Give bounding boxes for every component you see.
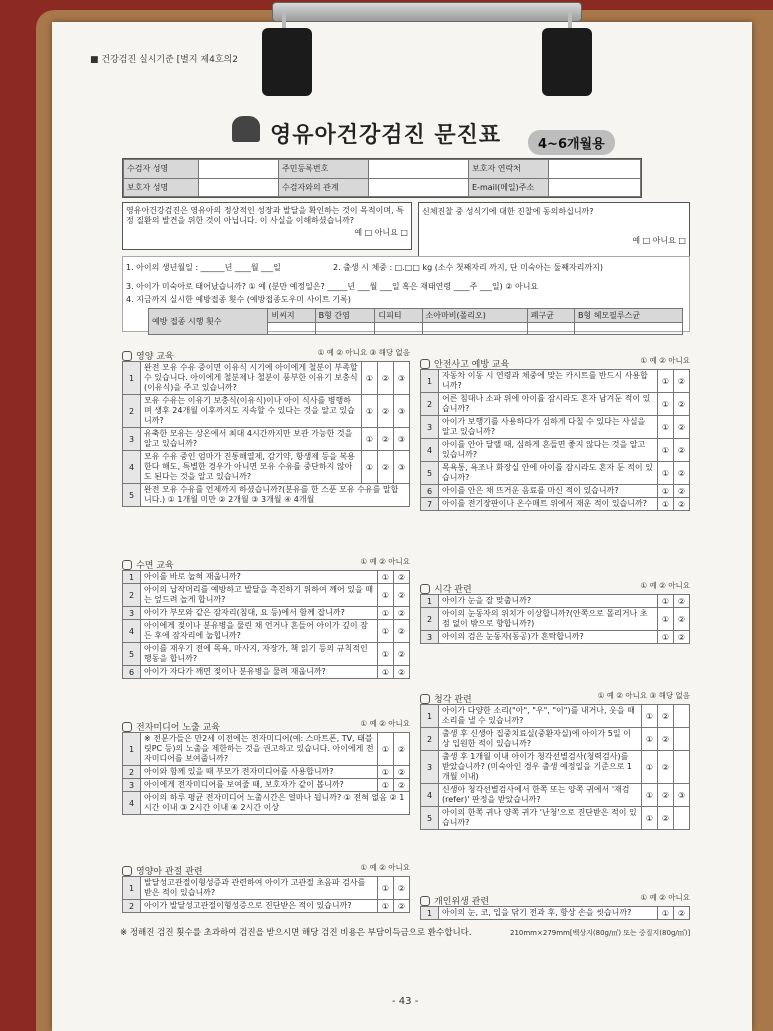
question-row	[123, 620, 410, 643]
question-text: 아이의 검은 눈동자(동공)가 흔탁합니까?	[439, 631, 658, 644]
vaccine-count[interactable]	[315, 323, 375, 335]
info-label: 보호자 성명	[124, 178, 199, 197]
consent-options[interactable]: 예 □ 아니요 □	[354, 227, 408, 237]
answer-option[interactable]: ②	[658, 807, 674, 830]
answer-legend: ① 예 ② 아니요	[640, 893, 690, 902]
answer-option[interactable]: ②	[394, 584, 410, 607]
question-table	[420, 369, 690, 511]
answer-option[interactable]	[674, 728, 690, 751]
answer-option[interactable]: ①	[362, 428, 378, 451]
answer-option[interactable]: ②	[674, 416, 690, 439]
question-number: 1	[421, 370, 439, 393]
moon-icon	[122, 560, 132, 570]
clip-pad-right	[542, 28, 592, 96]
question-number: 4	[123, 451, 141, 484]
question-number: 4	[421, 784, 439, 807]
question-row	[421, 485, 690, 498]
info-label: 주민등록번호	[279, 160, 369, 179]
eye-icon	[420, 584, 430, 594]
ear-icon	[420, 694, 430, 704]
birthdate-line[interactable]: 1. 아이의 생년월일 : ______년 ____월 ___일	[126, 263, 281, 272]
question-number: 1	[421, 595, 439, 608]
answer-option[interactable]: ③	[394, 428, 410, 451]
question-text: ※ 전문가들은 만2세 이전에는 전자미디어(예: 스마트폰, TV, 태블릿PC 등)의 노출을 제한하는 것을 권고하고 있습니다. 아이에게 전자미디어를 보여줍니까?	[141, 733, 378, 766]
question-text: 자동차 이동 시 연령과 체중에 맞는 카시트를 반드시 사용합니까?	[439, 370, 658, 393]
question-number: 4	[123, 620, 141, 643]
section-title: 수면 교육	[136, 561, 174, 571]
vaccine-count[interactable]	[375, 323, 422, 335]
answer-option[interactable]: ①	[378, 607, 394, 620]
section-title: 영양아 관절 관련	[136, 867, 203, 877]
question-number: 5	[421, 462, 439, 485]
question-table	[420, 906, 690, 920]
question-text: 유축한 모유는 상온에서 최대 4시간까지만 보관 가능한 것을 알고 있습니까?	[141, 428, 362, 451]
question-number: 1	[421, 907, 439, 920]
answer-option[interactable]: ②	[394, 766, 410, 779]
vaccine-count[interactable]	[574, 323, 682, 335]
answer-option[interactable]: ①	[658, 631, 674, 644]
answer-option[interactable]: ②	[394, 571, 410, 584]
question-text: 아이와 함께 있을 때 부모가 전자미디어를 사용합니까?	[141, 766, 378, 779]
question-text: 아이의 납작머리를 예방하고 발달을 촉진하기 위하여 깨어 있을 때는 엎드려 놀게 합니까?	[141, 584, 378, 607]
basic-info	[122, 256, 690, 332]
info-field[interactable]	[369, 178, 469, 197]
answer-option[interactable]: ②	[674, 907, 690, 920]
safety-section	[420, 353, 690, 511]
question-row	[421, 728, 690, 751]
answer-option[interactable]: ①	[658, 498, 674, 511]
answer-option[interactable]: ①	[378, 643, 394, 666]
question-text: 아이의 하루 평균 전자미디어 노출시간은 얼마나 됩니까? ① 전혀 없음 ② 1시간 이내 ③ 2시간 이내 ④ 2시간 이상	[141, 792, 410, 815]
answer-option[interactable]: ②	[378, 362, 394, 395]
question-text: 발달성고관절이형성증과 관련하여 아이가 고관절 초음파 검사를 받은 적이 있습니까?	[141, 877, 378, 900]
question-table	[122, 732, 410, 815]
question-table	[122, 361, 410, 507]
answer-option[interactable]: ①	[658, 439, 674, 462]
question-row	[421, 608, 690, 631]
answer-option[interactable]: ①	[378, 779, 394, 792]
answer-option[interactable]: ②	[378, 451, 394, 484]
premature-line[interactable]: 3. 아이가 미숙아로 태어났습니까? ① 예 (분만 예정일은? _____년 ___월 ___일 혹은 재태연령 ____주 ___일) ② 아니요	[126, 282, 539, 291]
info-label: 수검자 성명	[124, 160, 199, 179]
question-table	[122, 876, 410, 913]
answer-option[interactable]: ①	[658, 462, 674, 485]
answer-option[interactable]: ①	[658, 370, 674, 393]
question-text: 어른 침대나 소파 위에 아이를 잠시라도 혼자 남겨둔 적이 있습니까?	[439, 393, 658, 416]
sleep-section	[122, 554, 410, 679]
nutrition-section	[122, 345, 410, 507]
form-reference: ■ 건강검진 실시기준 [별지 제4호의2	[90, 55, 238, 65]
question-row	[123, 607, 410, 620]
question-text: 아이에게 전자미디어를 보여줄 때, 보호자가 같이 봅니까?	[141, 779, 378, 792]
question-text: 아이의 눈동자의 위치가 이상합니까?(안쪽으로 몰리거나 초점 없이 밖으로 향합니까?)	[439, 608, 658, 631]
bottle-icon	[122, 351, 132, 361]
question-row	[421, 370, 690, 393]
vaccine-col: 폐구균	[527, 309, 574, 323]
answer-option[interactable]: ①	[378, 584, 394, 607]
vaccine-col: 소아마비(폴리오)	[422, 309, 527, 323]
info-field[interactable]	[199, 160, 279, 179]
question-row	[123, 643, 410, 666]
answer-option[interactable]: ②	[378, 428, 394, 451]
vaccine-label: 예방 접종 시행 횟수	[149, 309, 268, 335]
footnote: ※ 정해진 검진 횟수를 초과하여 검진을 받으시면 해당 검진 비용은 부담이득금으로 환수합니다.	[120, 928, 472, 938]
question-row	[123, 484, 410, 507]
question-row	[123, 362, 410, 395]
question-row	[123, 733, 410, 766]
answer-option[interactable]: ①	[658, 485, 674, 498]
baby-icon	[122, 866, 132, 876]
answer-option[interactable]: ①	[378, 666, 394, 679]
answer-option[interactable]: ①	[378, 877, 394, 900]
answer-legend: ① 예 ② 아니요	[360, 863, 410, 872]
question-text: 아이가 발달성고관절이형성증으로 진단받은 적이 있습니까?	[141, 900, 378, 913]
question-row	[421, 439, 690, 462]
answer-option[interactable]: ①	[658, 393, 674, 416]
answer-option[interactable]: ②	[658, 728, 674, 751]
question-text: 아이를 바로 눕혀 재웁니까?	[141, 571, 378, 584]
answer-legend: ① 예 ② 아니요 ③ 해당 없음	[317, 348, 410, 357]
answer-option[interactable]: ①	[642, 751, 658, 784]
answer-option[interactable]: ②	[674, 498, 690, 511]
vaccine-line: 4. 지금까지 실시한 예방접종 횟수 (예방접종도우미 사이트 기록)	[126, 295, 351, 304]
answer-option[interactable]: ③	[394, 362, 410, 395]
question-table	[420, 704, 690, 830]
clip-pad-left	[262, 28, 312, 96]
question-number: 1	[123, 571, 141, 584]
answer-option[interactable]: ②	[674, 462, 690, 485]
question-row	[421, 462, 690, 485]
answer-option[interactable]: ①	[362, 395, 378, 428]
question-number: 5	[421, 807, 439, 830]
answer-option[interactable]: ②	[674, 439, 690, 462]
question-number: 2	[421, 393, 439, 416]
info-label: E-mail(메일)주소	[469, 178, 549, 197]
answer-option[interactable]: ①	[642, 705, 658, 728]
consent-text: 영유아건강검진은 영유아의 정상적인 성장과 발달을 확인하는 것이 목적이며, 특정 질환의 발견을 위한 것이 아닙니다. 이 사실을 이해하셨습니까?	[126, 206, 404, 226]
answer-legend: ① 예 ② 아니요	[640, 581, 690, 590]
question-number: 2	[123, 584, 141, 607]
info-field[interactable]	[549, 160, 641, 179]
media-icon	[122, 722, 132, 732]
question-row	[421, 595, 690, 608]
vaccine-col: B형 헤모필루스균	[574, 309, 682, 323]
answer-option[interactable]: ①	[658, 907, 674, 920]
section-title: 청각 관련	[434, 695, 472, 705]
answer-option[interactable]: ②	[394, 733, 410, 766]
answer-option[interactable]: ②	[658, 751, 674, 784]
question-number: 5	[123, 484, 141, 507]
infant-section	[122, 860, 410, 913]
section-title: 안전사고 예방 교육	[434, 360, 510, 370]
question-number: 1	[123, 733, 141, 766]
question-number: 2	[123, 766, 141, 779]
answer-option[interactable]: ①	[362, 362, 378, 395]
question-row	[123, 571, 410, 584]
question-text: 신생아 청각선별검사에서 한쪽 또는 양쪽 귀에서 '재검(refer)' 판정을 받았습니까?	[439, 784, 642, 807]
question-row	[421, 498, 690, 511]
answer-option[interactable]: ①	[658, 416, 674, 439]
answer-option[interactable]: ②	[394, 900, 410, 913]
answer-option[interactable]: ②	[674, 608, 690, 631]
answer-option[interactable]: ①	[658, 608, 674, 631]
question-row	[123, 584, 410, 607]
answer-option[interactable]: ①	[378, 766, 394, 779]
question-number: 1	[421, 705, 439, 728]
question-text: 출생 후 신생아 집중치료실(중환자실)에 아이가 5일 이상 입원한 적이 있습니까?	[439, 728, 642, 751]
vaccine-count[interactable]	[422, 323, 527, 335]
question-row	[123, 666, 410, 679]
question-text: 아이를 재우기 전에 목욕, 마사지, 자장가, 책 읽기 등의 규칙적인 행동을 합니까?	[141, 643, 378, 666]
question-row	[123, 900, 410, 913]
answer-option[interactable]: ②	[394, 877, 410, 900]
clipboard-clip	[262, 0, 592, 100]
answer-option[interactable]	[674, 751, 690, 784]
info-field[interactable]	[369, 160, 469, 179]
answer-option[interactable]: ①	[642, 807, 658, 830]
section-title: 영양 교육	[136, 352, 174, 362]
question-row	[123, 451, 410, 484]
question-row	[421, 751, 690, 784]
question-text: 아이가 부모와 같은 잠자리(침대, 요 등)에서 함께 잡니까?	[141, 607, 378, 620]
question-text: 출생 후 1개월 이내 아이가 청각선별검사(청력검사)를 받았습니까? (미숙아인 경우 출생 예정일을 기준으로 1개월 이내)	[439, 751, 642, 784]
question-text: 완전 모유 수유 중이면 이유식 시기에 아이에게 철분이 부족할 수 있습니다. 아이에게 철분제나 철분이 풍부한 이유기 보충식(이유식)을 주고 있습니까?	[141, 362, 362, 395]
answer-option[interactable]	[674, 705, 690, 728]
question-text: 아이가 다양한 소리("아", "우", "이")를 내거나, 웃을 때 소리를 낼 수 있습니까?	[439, 705, 642, 728]
question-table	[420, 594, 690, 644]
answer-option[interactable]: ②	[394, 779, 410, 792]
question-number: 3	[421, 631, 439, 644]
question-number: 3	[421, 751, 439, 784]
consent-box	[122, 202, 412, 250]
answer-option[interactable]: ③	[674, 784, 690, 807]
question-row	[421, 705, 690, 728]
vision-section	[420, 578, 690, 644]
age-badge: 4~6개월용	[528, 130, 615, 155]
question-text: 아이에게 젖이나 분유병을 물린 채 언거나 흔들어 아이가 깊이 잠든 후에 잠자리에 눕힙니까?	[141, 620, 378, 643]
answer-legend: ① 예 ② 아니요	[360, 719, 410, 728]
question-number: 4	[123, 792, 141, 815]
question-text: 아이가 눈을 잘 맞춥니까?	[439, 595, 658, 608]
question-text: 모유 수유 중인 엄마가 진통해열제, 감기약, 항생제 등을 복용한다 해도, 특별한 경우가 아니면 모유 수유를 중단하지 않아도 된다는 것을 알고 있습니까?	[141, 451, 362, 484]
question-text: 아이를 안은 채 뜨거운 음료를 마신 적이 있습니까?	[439, 485, 658, 498]
vaccine-count[interactable]	[527, 323, 574, 335]
answer-option[interactable]: ②	[394, 666, 410, 679]
question-row	[421, 393, 690, 416]
answer-option[interactable]: ②	[674, 370, 690, 393]
question-number: 3	[123, 779, 141, 792]
answer-option[interactable]	[674, 807, 690, 830]
vaccine-table	[148, 308, 683, 335]
answer-option[interactable]: ②	[674, 631, 690, 644]
question-row	[421, 784, 690, 807]
question-text: 완전 모유 수유를 언제까지 하셨습니까?(분유를 한 스푼 모유 수유를 말합니다.) ① 1개월 미만 ② 2개월 ③ 3개월 ④ 4개월	[141, 484, 410, 507]
answer-option[interactable]: ①	[642, 728, 658, 751]
info-field[interactable]	[549, 178, 641, 197]
question-number: 3	[123, 607, 141, 620]
answer-option[interactable]: ②	[394, 620, 410, 643]
media-section	[122, 716, 410, 815]
answer-legend: ① 예 ② 아니요	[640, 356, 690, 365]
question-number: 5	[123, 643, 141, 666]
question-text: 아이가 보행기를 사용하다가 심하게 다칠 수 있다는 사실을 알고 있습니까?	[439, 416, 658, 439]
question-text: 목욕통, 욕조나 화장실 안에 아이를 잠시라도 혼자 둔 적이 있습니까?	[439, 462, 658, 485]
question-text: 아이의 한쪽 귀나 양쪽 귀가 '난청'으로 진단받은 적이 있습니까?	[439, 807, 642, 830]
question-number: 3	[123, 428, 141, 451]
answer-option[interactable]: ①	[658, 595, 674, 608]
question-text: 아이가 자다가 깨면 젖이나 분유병을 물려 재웁니까?	[141, 666, 378, 679]
section-title: 전자미디어 노출 교육	[136, 723, 220, 733]
answer-option[interactable]: ②	[674, 393, 690, 416]
answer-option[interactable]: ①	[362, 451, 378, 484]
info-label: 보호자 연락처	[469, 160, 549, 179]
info-table	[122, 158, 642, 198]
info-label: 수검자와의 관계	[279, 178, 369, 197]
clip-bar	[272, 2, 582, 22]
hearing-section	[420, 688, 690, 830]
question-number: 6	[123, 666, 141, 679]
vaccine-col: 비씨지	[268, 309, 315, 323]
answer-option[interactable]: ①	[642, 784, 658, 807]
question-row	[421, 416, 690, 439]
question-text: 아이를 안아 달랠 때, 심하게 흔들면 좋지 않다는 것을 알고 있습니까?	[439, 439, 658, 462]
question-number: 1	[123, 877, 141, 900]
question-text: 아이를 전기장판이나 온수매트 위에서 재운 적이 있습니까?	[439, 498, 658, 511]
question-row	[123, 877, 410, 900]
question-row	[123, 428, 410, 451]
question-number: 1	[123, 362, 141, 395]
question-row	[421, 907, 690, 920]
birth-weight-line[interactable]: 2. 출생 시 체중 : □.□□ kg (소수 첫째자리 까지, 단 미숙아는 둘째자리까지)	[333, 263, 604, 272]
question-number: 2	[421, 608, 439, 631]
question-row	[123, 792, 410, 815]
answer-option[interactable]: ③	[394, 395, 410, 428]
question-number: 2	[123, 395, 141, 428]
question-row	[421, 807, 690, 830]
question-row	[421, 631, 690, 644]
answer-option[interactable]: ②	[394, 607, 410, 620]
question-row	[123, 779, 410, 792]
answer-option[interactable]: ②	[378, 395, 394, 428]
vaccine-col: 디피티	[375, 309, 422, 323]
question-number: 7	[421, 498, 439, 511]
hand-icon	[420, 896, 430, 906]
exam-consent-box	[418, 202, 690, 260]
question-text: 아이의 눈, 코, 입을 닦기 전과 후, 항상 손을 씻습니까?	[439, 907, 658, 920]
doctor-icon	[232, 116, 260, 142]
exam-consent-options[interactable]: 예 □ 아니요 □	[632, 236, 686, 245]
question-number: 6	[421, 485, 439, 498]
first-aid-icon	[420, 359, 430, 369]
question-row	[123, 766, 410, 779]
answer-option[interactable]: ①	[378, 620, 394, 643]
question-number: 2	[421, 728, 439, 751]
answer-option[interactable]: ②	[394, 643, 410, 666]
answer-option[interactable]: ②	[674, 485, 690, 498]
exam-consent-text: 신체진찰 중 성식기에 대한 진찰에 동의하십니까?	[422, 207, 594, 216]
hygiene-section	[420, 890, 690, 920]
question-text: 모유 수유는 이유기 보충식(이유식)이나 아이 식사를 병행하며 생후 24개월 이후까지도 지속할 수 있다는 것을 알고 있습니까?	[141, 395, 362, 428]
section-title: 시각 관련	[434, 585, 472, 595]
answer-legend: ① 예 ② 아니요 ③ 해당 없음	[597, 691, 690, 700]
question-row	[123, 395, 410, 428]
answer-option[interactable]: ①	[378, 900, 394, 913]
page-number: - 43 -	[392, 996, 419, 1007]
question-number: 2	[123, 900, 141, 913]
answer-option[interactable]: ②	[658, 784, 674, 807]
answer-legend: ① 예 ② 아니요	[360, 557, 410, 566]
answer-option[interactable]: ②	[658, 705, 674, 728]
section-title: 개인위생 관련	[434, 897, 490, 907]
question-number: 4	[421, 439, 439, 462]
page-title: 영유아건강검진 문진표	[270, 123, 502, 148]
question-table	[122, 570, 410, 679]
paper-spec: 210mm×279mm[백상지(80g/㎡) 또는 중질지(80g/㎡)]	[510, 929, 691, 937]
question-number: 3	[421, 416, 439, 439]
answer-option[interactable]: ①	[378, 733, 394, 766]
answer-option[interactable]: ①	[378, 571, 394, 584]
vaccine-count[interactable]	[268, 323, 315, 335]
vaccine-col: B형 간염	[315, 309, 375, 323]
answer-option[interactable]: ③	[394, 451, 410, 484]
info-field[interactable]	[199, 178, 279, 197]
answer-option[interactable]: ②	[674, 595, 690, 608]
